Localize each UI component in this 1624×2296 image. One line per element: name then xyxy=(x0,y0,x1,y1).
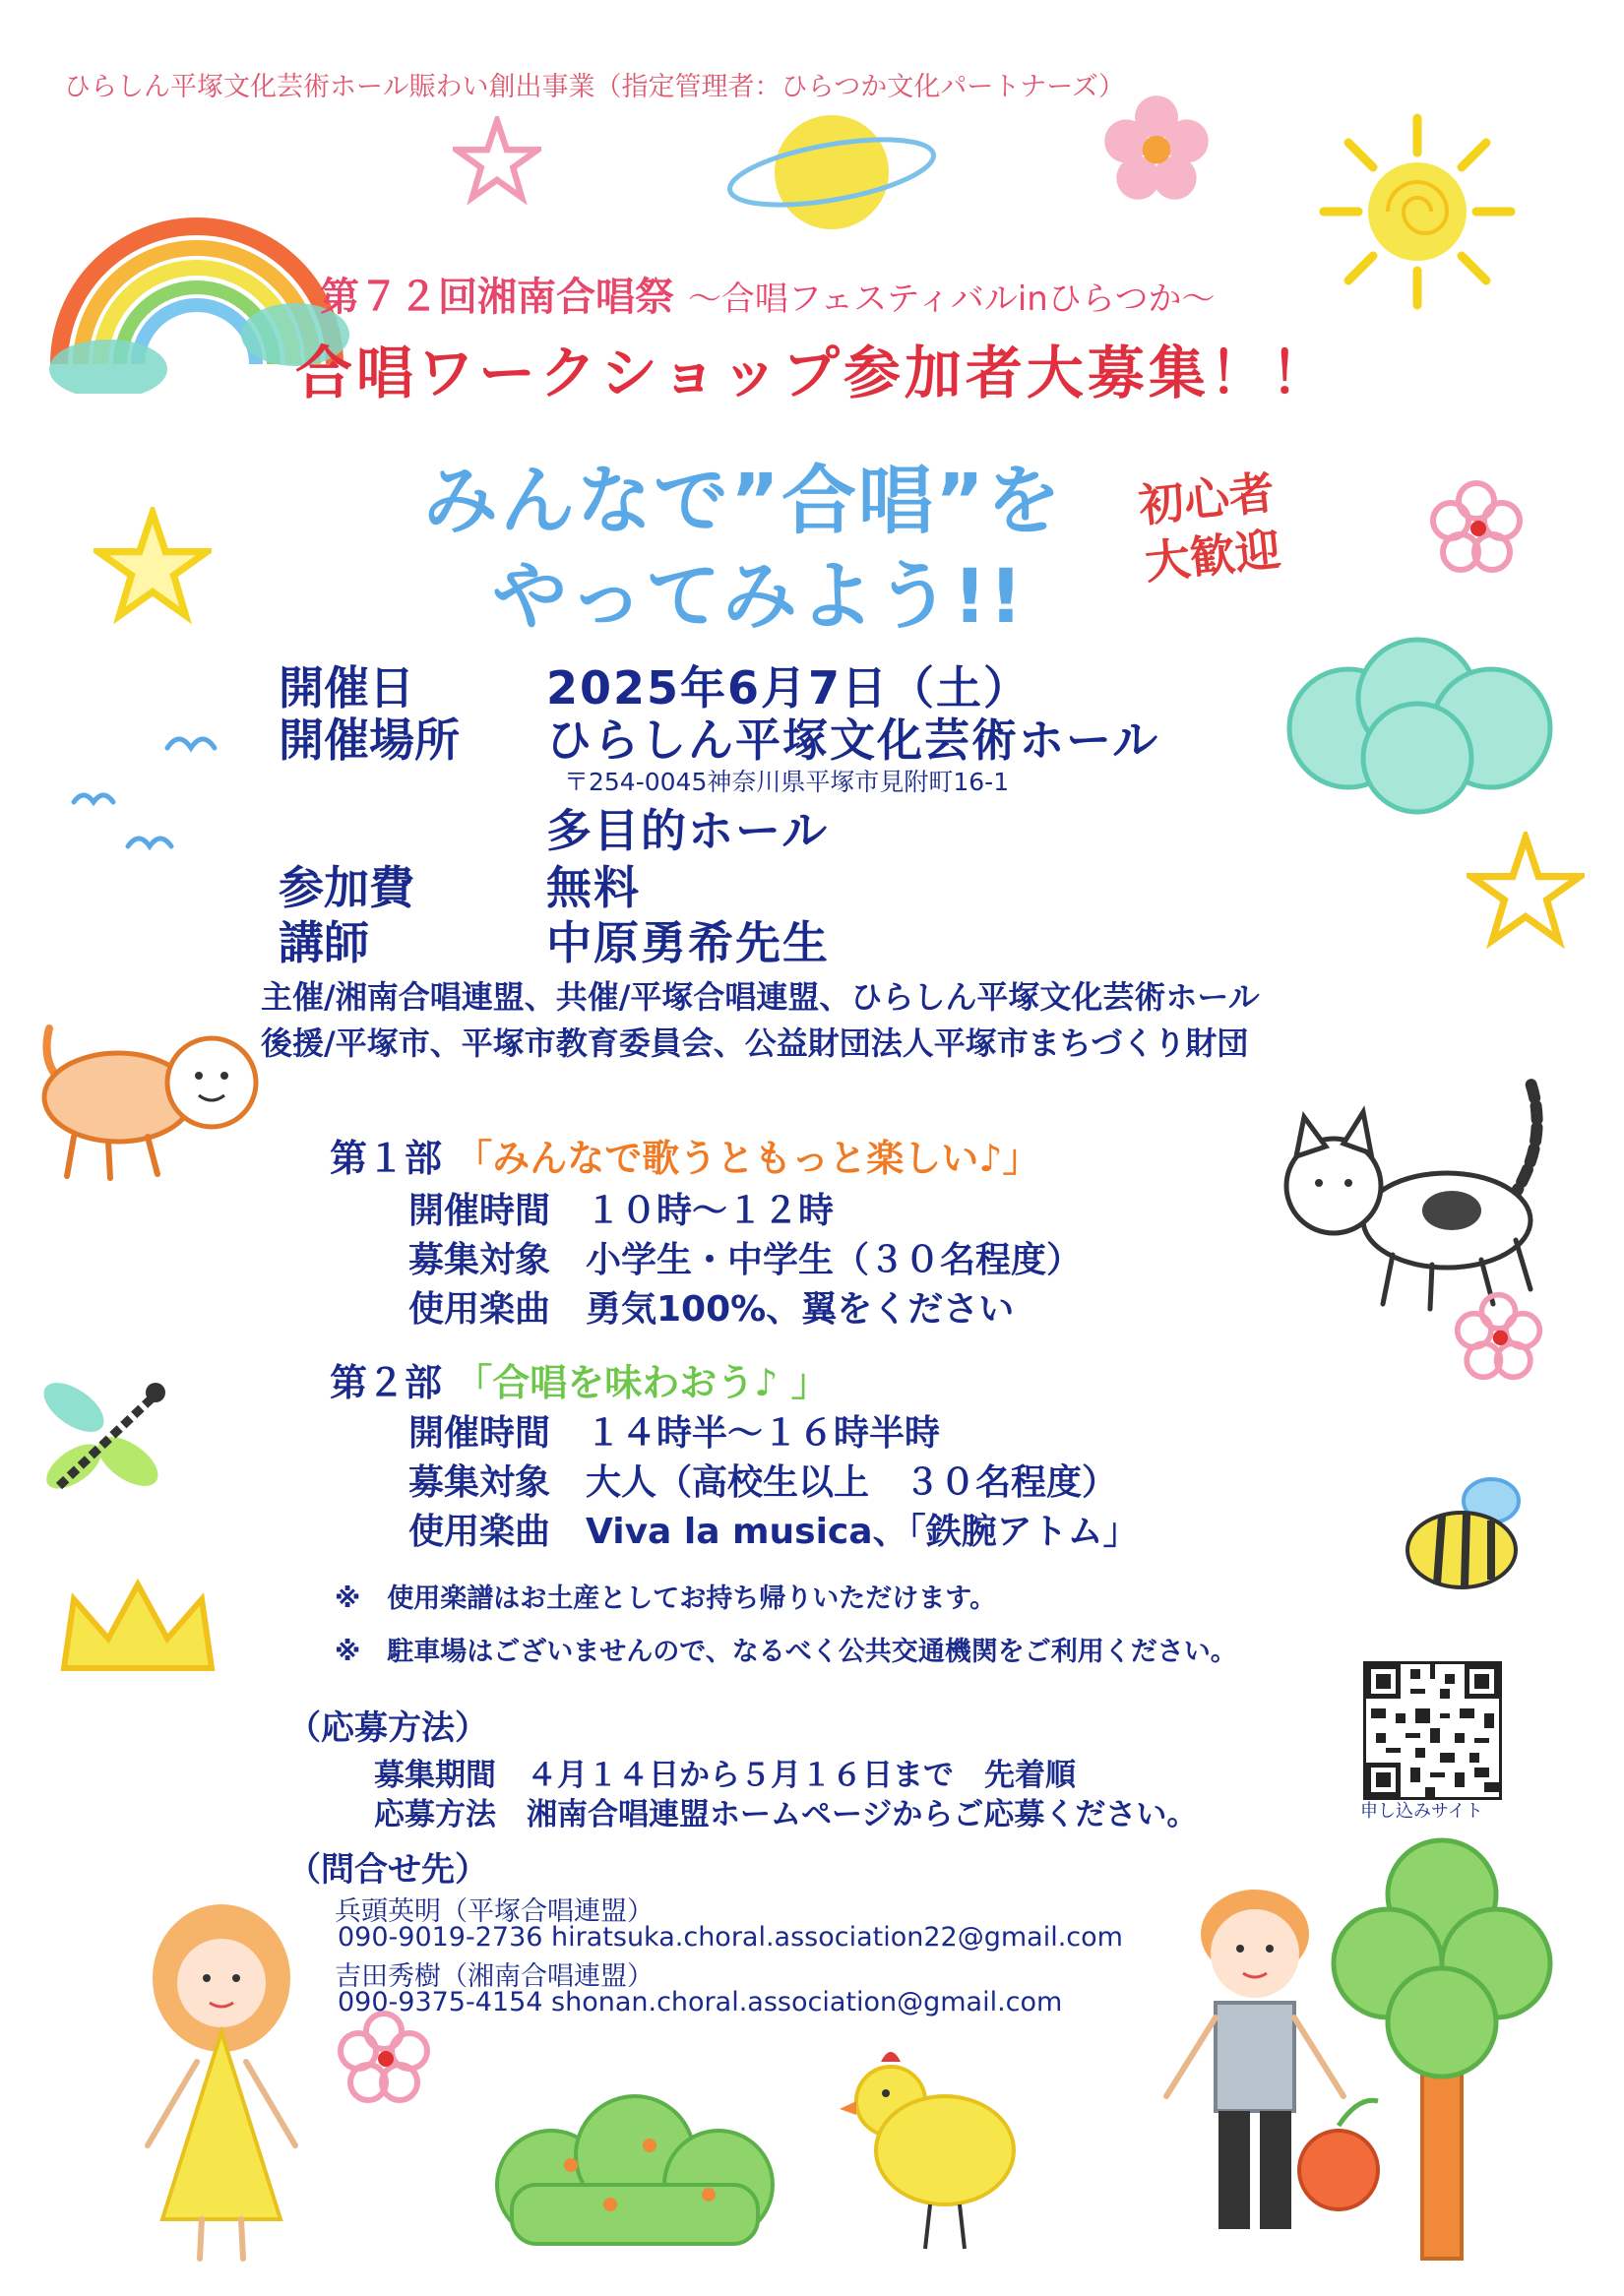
yellow-star-icon xyxy=(1467,832,1585,950)
note-sheet-music: ※ 使用楽譜はお土産としてお持ち帰りいただけます。 xyxy=(335,1583,997,1614)
apply-heading: （応募方法） xyxy=(287,1708,488,1748)
part2-heading xyxy=(330,1352,829,1406)
part2-target: 募集対象 大人（高校生以上 ３０名程度） xyxy=(408,1462,1118,1503)
part1-heading xyxy=(330,1128,1040,1182)
venue-label: 開催場所 xyxy=(279,714,460,767)
sun-illustration xyxy=(1319,113,1516,310)
qr-code-icon xyxy=(1366,1664,1499,1797)
supporters: 後援/平塚市、平塚市教育委員会、公益財団法人平塚市まちづくり財団 xyxy=(261,1024,1249,1062)
flower-icon xyxy=(1102,93,1211,202)
dog-illustration xyxy=(20,989,285,1186)
festival-subtitle: ～合唱フェスティバルinひらつか～ xyxy=(687,279,1216,319)
crown-illustration xyxy=(54,1575,221,1683)
yellow-star-icon xyxy=(94,507,212,625)
apply-method: 応募方法 湘南合唱連盟ホームページからご応募ください。 xyxy=(374,1797,1198,1832)
part2-songs: 使用楽曲 Viva la musica、「鉄腕アトム」 xyxy=(408,1512,1139,1552)
festival-title xyxy=(320,266,1216,322)
qr-caption: 申し込みサイト xyxy=(1360,1801,1483,1822)
flower-icon xyxy=(1452,1289,1545,1383)
part2-title: 第２部 xyxy=(330,1361,443,1404)
venue-room: 多目的ホール xyxy=(546,804,830,857)
organizers: 主催/湘南合唱連盟、共催/平塚合唱連盟、ひらしん平塚文化芸術ホール xyxy=(261,978,1260,1016)
sponsor-line: ひらしん平塚文化芸術ホール賑わい創出事業（指定管理者：ひらつか文化パートナーズ） xyxy=(64,72,1125,102)
chick-illustration xyxy=(832,2032,1029,2259)
fee-value: 無料 xyxy=(546,861,641,914)
venue-value: ひらしん平塚文化芸術ホール xyxy=(546,714,1160,767)
part1-time: 開催時間 １０時～１２時 xyxy=(408,1191,835,1231)
slogan-line-2: やってみよう!! xyxy=(492,552,1026,640)
dragonfly-illustration xyxy=(30,1363,177,1511)
pink-star-icon xyxy=(453,116,541,205)
date-label: 開催日 xyxy=(279,661,414,714)
apple-illustration xyxy=(1289,2096,1388,2214)
flower-icon xyxy=(335,2008,433,2106)
contact-person-2: 吉田秀樹（湘南合唱連盟） xyxy=(335,1961,654,1992)
date-value: 2025年6月7日（土） xyxy=(546,661,1031,714)
fee-label: 参加費 xyxy=(279,861,414,914)
part2-time: 開催時間 １４時半～１６時半時 xyxy=(408,1413,941,1454)
apply-period: 募集期間 ４月１４日から５月１６日まで 先着順 xyxy=(374,1758,1076,1793)
beginner-welcome xyxy=(1136,464,1282,591)
contact-person-2-info[interactable]: 090-9375-4154 shonan.choral.association@gmail.com xyxy=(338,1987,1063,2017)
venue-address: 〒254-0045神奈川県平塚市見附町16-1 xyxy=(564,768,1010,796)
girl-illustration xyxy=(123,1894,359,2268)
teacher-label: 講師 xyxy=(279,916,369,969)
bush-illustration xyxy=(1280,630,1565,817)
workshop-title: 合唱ワークショップ参加者大募集！！ xyxy=(295,340,1332,406)
part1-songs: 使用楽曲 勇気100%、翼をください xyxy=(408,1289,1015,1330)
teacher-value: 中原勇希先生 xyxy=(546,916,830,969)
qr-code[interactable] xyxy=(1363,1661,1502,1800)
cat-illustration xyxy=(1265,1063,1590,1319)
contact-person-1: 兵頭英明（平塚合唱連盟） xyxy=(335,1896,654,1927)
slogan-line-1: みんなで”合唱”を xyxy=(423,457,1063,544)
planet-illustration xyxy=(723,98,940,246)
part1-song-title: 「みんなで歌うともっと楽しい♪」 xyxy=(455,1137,1040,1180)
birds-illustration xyxy=(54,709,231,866)
bush-illustration xyxy=(482,2086,787,2254)
flower-icon xyxy=(1427,477,1526,576)
festival-name: 第７２回湘南合唱祭 xyxy=(320,275,674,320)
contact-person-1-info[interactable]: 090-9019-2736 hiratsuka.choral.association22@gmail.com xyxy=(338,1922,1123,1953)
part1-target: 募集対象 小学生・中学生（３０名程度） xyxy=(408,1240,1083,1280)
contact-heading: （問合せ先） xyxy=(287,1850,488,1890)
beginner-line-1: 初心者 xyxy=(1136,465,1278,533)
part2-song-title: 「合唱を味わおう♪ 」 xyxy=(455,1361,829,1404)
beginner-line-2: 大歓迎 xyxy=(1142,522,1283,590)
part1-title: 第１部 xyxy=(330,1137,443,1180)
bee-illustration xyxy=(1398,1466,1535,1604)
note-parking: ※ 駐車場はございませんので、なるべく公共交通機関をご利用ください。 xyxy=(335,1637,1237,1667)
